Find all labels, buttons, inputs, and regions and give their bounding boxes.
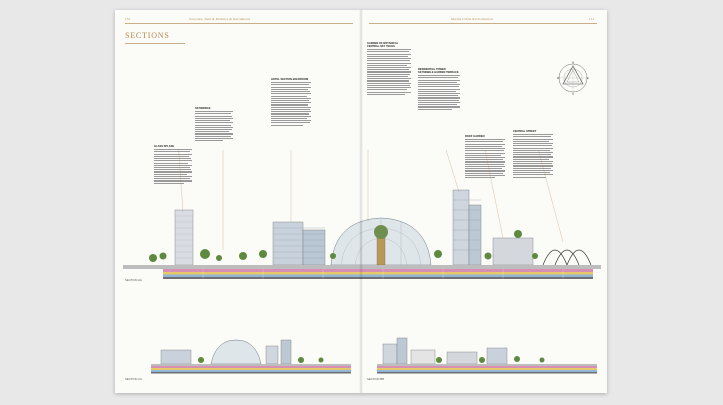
caption-heading: ROOF GARDEN [465, 135, 485, 138]
header-rule [125, 23, 353, 24]
section-cc-drawing [151, 310, 356, 380]
caption-hotel-section [271, 78, 311, 127]
basement-levels [163, 269, 593, 279]
right-page-number: 151 [589, 17, 595, 21]
caption-skybridge [195, 107, 233, 142]
left-running-header: Structure, Skin & Modules & Instruments [189, 17, 251, 21]
caption-heading: HOTEL SECTION BOLDROOM [271, 78, 309, 81]
site-orientation-diagram [555, 60, 591, 96]
section-aa-label: SECTION AA [125, 278, 142, 282]
arched-canopy [543, 250, 591, 265]
compass-s: S [572, 93, 574, 96]
title-underline [125, 43, 185, 44]
magazine-spread [115, 10, 607, 393]
caption-heading: GARDEN OF BOTANICAL CENTRAL SKY TECHS [367, 42, 399, 48]
roof-garden-block [493, 238, 533, 265]
caption-garden-balcony [367, 42, 411, 96]
right-running-header: Marina Urban Revitalization [451, 17, 494, 21]
section-cc-label: SECTION CC [125, 377, 143, 381]
section-bb-drawing [377, 310, 601, 380]
caption-heading: CENTRAL STREET [513, 130, 537, 133]
compass-n: N [572, 61, 574, 65]
caption-heading: RESIDENTIAL TOWER SKYMOBILE GARDEN TERRACE [418, 68, 459, 74]
page-title: SECTIONS [125, 31, 170, 40]
section-bb-label: SECTION BB [367, 377, 384, 381]
compass-w: W [557, 77, 560, 80]
left-tower [175, 210, 193, 265]
spread-gutter [359, 10, 363, 393]
compass-e: E [587, 77, 589, 80]
caption-residential-tower [418, 68, 460, 111]
hotel-tower [273, 222, 325, 265]
left-page-number: 150 [125, 17, 131, 21]
residential-tower [453, 190, 481, 265]
caption-heading: GLASS SPLASH [154, 145, 175, 148]
glass-dome [331, 218, 431, 265]
header-rule [369, 23, 597, 24]
caption-heading: SKYBRIDGE [195, 107, 211, 110]
